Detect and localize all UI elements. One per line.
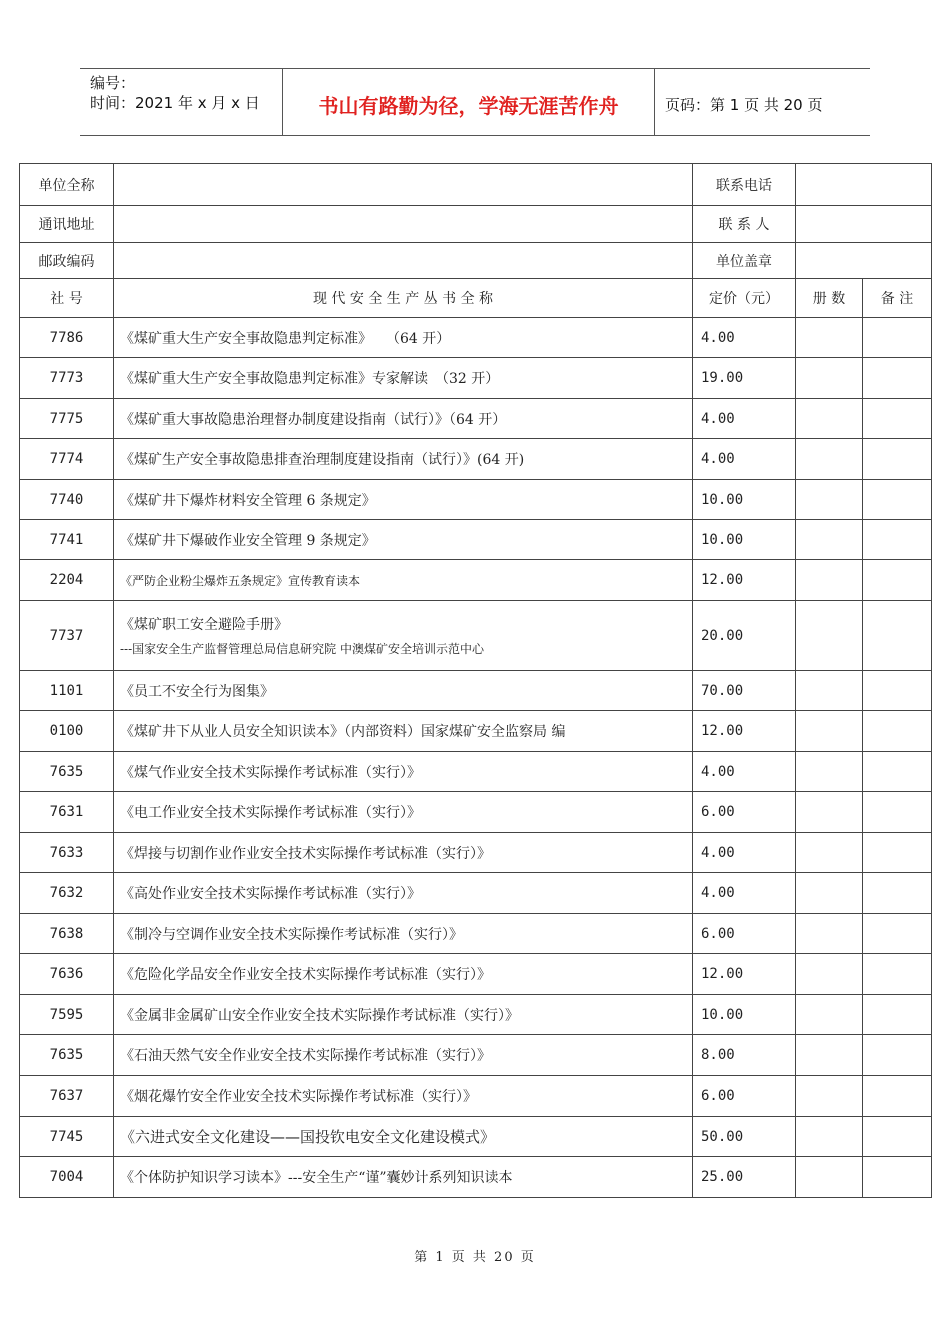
book-price: 4.00 bbox=[693, 873, 796, 914]
book-title-cell bbox=[114, 1035, 693, 1076]
remarks-field[interactable] bbox=[863, 711, 932, 752]
book-title-cell bbox=[114, 480, 693, 520]
book-price: 4.00 bbox=[693, 833, 796, 873]
book-title: 《烟花爆竹安全作业安全技术实际操作考试标准（实行）》 bbox=[120, 1089, 477, 1105]
contact-label: 联 系 人 bbox=[693, 206, 796, 243]
book-title-cell bbox=[114, 752, 693, 792]
phone-field[interactable] bbox=[796, 164, 932, 206]
book-title-cell bbox=[114, 399, 693, 439]
book-number: 0100 bbox=[20, 711, 114, 752]
book-title-cell bbox=[114, 671, 693, 711]
table-row bbox=[20, 318, 932, 358]
table-row bbox=[20, 1076, 932, 1117]
book-price: 10.00 bbox=[693, 995, 796, 1035]
book-number: 7632 bbox=[20, 873, 114, 914]
remarks-field[interactable] bbox=[863, 954, 932, 995]
remarks-field[interactable] bbox=[863, 439, 932, 480]
remarks-field[interactable] bbox=[863, 1157, 932, 1198]
column-header-copies: 册 数 bbox=[796, 279, 863, 318]
book-number: 7774 bbox=[20, 439, 114, 480]
book-number: 7775 bbox=[20, 399, 114, 439]
postcode-field[interactable] bbox=[114, 243, 693, 279]
remarks-field[interactable] bbox=[863, 792, 932, 833]
table-row bbox=[20, 954, 932, 995]
table-row bbox=[20, 914, 932, 954]
address-label: 通讯地址 bbox=[20, 206, 114, 243]
remarks-field[interactable] bbox=[863, 914, 932, 954]
form-row-postcode bbox=[20, 243, 932, 279]
book-price: 20.00 bbox=[693, 601, 796, 671]
book-title: 《员工不安全行为图集》 bbox=[120, 683, 274, 700]
header-meta bbox=[80, 69, 282, 135]
book-title: 《严防企业粉尘爆炸五条规定》宣传教育读本 bbox=[120, 573, 361, 588]
postcode-label: 邮政编码 bbox=[20, 243, 114, 279]
book-title: 《金属非金属矿山安全作业安全技术实际操作考试标准（实行）》 bbox=[120, 1007, 519, 1024]
book-title: 《煤矿重大事故隐患治理督办制度建设指南（试行）》（64 开） bbox=[120, 411, 507, 428]
table-row bbox=[20, 358, 932, 399]
remarks-field[interactable] bbox=[863, 752, 932, 792]
book-title: 《石油天然气安全作业安全技术实际操作考试标准（实行）》 bbox=[120, 1048, 491, 1064]
column-header-price: 定价（元） bbox=[693, 279, 796, 318]
book-title-cell bbox=[114, 833, 693, 873]
book-title-cell bbox=[114, 914, 693, 954]
book-number: 7638 bbox=[20, 914, 114, 954]
copies-field[interactable] bbox=[796, 1035, 863, 1076]
book-title: 《煤矿井下从业人员安全知识读本》（内部资料）国家煤矿安全监察局 编 bbox=[120, 724, 566, 740]
table-row bbox=[20, 439, 932, 480]
table-row bbox=[20, 399, 932, 439]
contact-field[interactable] bbox=[796, 206, 932, 243]
book-title: 《煤矿生产安全事故隐患排查治理制度建设指南（试行）》(64 开) bbox=[120, 452, 525, 468]
copies-field[interactable] bbox=[796, 995, 863, 1035]
remarks-field[interactable] bbox=[863, 671, 932, 711]
remarks-field[interactable] bbox=[863, 601, 932, 671]
unit-name-label: 单位全称 bbox=[20, 164, 114, 206]
copies-field[interactable] bbox=[796, 399, 863, 439]
copies-field[interactable] bbox=[796, 520, 863, 560]
table-row bbox=[20, 480, 932, 520]
book-number: 7786 bbox=[20, 318, 114, 358]
page-header bbox=[80, 68, 870, 136]
book-price: 6.00 bbox=[693, 792, 796, 833]
book-number: 7636 bbox=[20, 954, 114, 995]
table-row bbox=[20, 601, 932, 671]
table-row bbox=[20, 752, 932, 792]
book-price: 70.00 bbox=[693, 671, 796, 711]
table-row bbox=[20, 560, 932, 601]
book-number: 7004 bbox=[20, 1157, 114, 1198]
remarks-field[interactable] bbox=[863, 318, 932, 358]
seal-field[interactable] bbox=[796, 243, 932, 279]
book-title-cell bbox=[114, 1076, 693, 1117]
table-row bbox=[20, 671, 932, 711]
book-price: 12.00 bbox=[693, 560, 796, 601]
form-row-address bbox=[20, 206, 932, 243]
table-row bbox=[20, 1035, 932, 1076]
book-title-cell bbox=[114, 995, 693, 1035]
book-title-cell bbox=[114, 601, 693, 671]
remarks-field[interactable] bbox=[863, 833, 932, 873]
order-form-table bbox=[19, 163, 932, 1198]
copies-field[interactable] bbox=[796, 480, 863, 520]
book-title-cell bbox=[114, 954, 693, 995]
table-row bbox=[20, 833, 932, 873]
book-title: 《焊接与切割作业作业安全技术实际操作考试标准（实行）》 bbox=[120, 845, 491, 862]
book-price: 4.00 bbox=[693, 399, 796, 439]
copies-field[interactable] bbox=[796, 439, 863, 480]
book-title: 《煤矿职工安全避险手册》 bbox=[120, 617, 288, 633]
book-title: 《电工作业安全技术实际操作考试标准（实行）》 bbox=[120, 805, 421, 821]
book-number: 7635 bbox=[20, 1035, 114, 1076]
book-number: 7737 bbox=[20, 601, 114, 671]
book-title: 《个体防护知识学习读本》---安全生产“谨”囊妙计系列知识读本 bbox=[120, 1170, 513, 1186]
remarks-field[interactable] bbox=[863, 480, 932, 520]
unit-name-field[interactable] bbox=[114, 164, 693, 206]
book-title: 《高处作业安全技术实际操作考试标准（实行）》 bbox=[120, 886, 421, 902]
book-number: 7637 bbox=[20, 1076, 114, 1117]
book-title-cell bbox=[114, 439, 693, 480]
book-number: 2204 bbox=[20, 560, 114, 601]
book-title: 《制冷与空调作业安全技术实际操作考试标准（实行）》 bbox=[120, 926, 463, 943]
table-row bbox=[20, 1117, 932, 1157]
book-number: 7745 bbox=[20, 1117, 114, 1157]
book-title-cell bbox=[114, 711, 693, 752]
table-row bbox=[20, 520, 932, 560]
book-title: 《煤矿重大生产安全事故隐患判定标准》 （64 开） bbox=[120, 330, 451, 347]
book-title-cell bbox=[114, 560, 693, 601]
seal-label: 单位盖章 bbox=[693, 243, 796, 279]
book-number: 7773 bbox=[20, 358, 114, 399]
phone-label: 联系电话 bbox=[693, 164, 796, 206]
book-title-cell bbox=[114, 1157, 693, 1198]
header-motto: 书山有路勤为径，学海无涯苦作舟 bbox=[282, 69, 655, 135]
book-title-cell bbox=[114, 318, 693, 358]
book-price: 10.00 bbox=[693, 480, 796, 520]
header-page-label: 页码：第 1 页 共 20 页 bbox=[665, 95, 823, 114]
remarks-field[interactable] bbox=[863, 1076, 932, 1117]
copies-field[interactable] bbox=[796, 914, 863, 954]
book-title-cell bbox=[114, 358, 693, 399]
book-number: 7740 bbox=[20, 480, 114, 520]
book-price: 19.00 bbox=[693, 358, 796, 399]
remarks-field[interactable] bbox=[863, 1035, 932, 1076]
book-number: 7595 bbox=[20, 995, 114, 1035]
copies-field[interactable] bbox=[796, 833, 863, 873]
date-label: 时间：2021 年 x 月 x 日 bbox=[90, 94, 260, 112]
table-row bbox=[20, 792, 932, 833]
serial-label: 编号： bbox=[90, 74, 136, 92]
remarks-field[interactable] bbox=[863, 873, 932, 914]
copies-field[interactable] bbox=[796, 792, 863, 833]
book-title: 《煤矿井下爆炸材料安全管理 6 条规定》 bbox=[120, 492, 376, 509]
column-header-title: 现 代 安 全 生 产 丛 书 全 称 bbox=[114, 279, 693, 318]
page-footer: 第 1 页 共 20 页 bbox=[414, 1250, 536, 1265]
book-price: 4.00 bbox=[693, 439, 796, 480]
copies-field[interactable] bbox=[796, 560, 863, 601]
remarks-field[interactable] bbox=[863, 1117, 932, 1157]
column-header-row bbox=[20, 279, 932, 318]
copies-field[interactable] bbox=[796, 1157, 863, 1198]
book-number: 7635 bbox=[20, 752, 114, 792]
book-subtitle: ---国家安全生产监督管理总局信息研究院 中澳煤矿安全培训示范中心 bbox=[120, 642, 484, 656]
book-price: 12.00 bbox=[693, 711, 796, 752]
column-header-remarks: 备 注 bbox=[863, 279, 932, 318]
book-title: 《煤矿重大生产安全事故隐患判定标准》专家解读 （32 开） bbox=[120, 371, 500, 387]
book-number: 7633 bbox=[20, 833, 114, 873]
book-price: 4.00 bbox=[693, 752, 796, 792]
table-row bbox=[20, 1157, 932, 1198]
book-price: 8.00 bbox=[693, 1035, 796, 1076]
remarks-field[interactable] bbox=[863, 399, 932, 439]
copies-field[interactable] bbox=[796, 671, 863, 711]
book-price: 4.00 bbox=[693, 318, 796, 358]
book-price: 12.00 bbox=[693, 954, 796, 995]
book-price: 6.00 bbox=[693, 1076, 796, 1117]
book-title-cell bbox=[114, 873, 693, 914]
remarks-field[interactable] bbox=[863, 520, 932, 560]
copies-field[interactable] bbox=[796, 752, 863, 792]
copies-field[interactable] bbox=[796, 318, 863, 358]
table-row bbox=[20, 873, 932, 914]
column-header-no: 社 号 bbox=[20, 279, 114, 318]
copies-field[interactable] bbox=[796, 1076, 863, 1117]
book-number: 7631 bbox=[20, 792, 114, 833]
book-title: 《煤气作业安全技术实际操作考试标准（实行）》 bbox=[120, 764, 421, 781]
book-title-cell bbox=[114, 1117, 693, 1157]
copies-field[interactable] bbox=[796, 358, 863, 399]
book-title: 《煤矿井下爆破作业安全管理 9 条规定》 bbox=[120, 532, 376, 549]
copies-field[interactable] bbox=[796, 1117, 863, 1157]
copies-field[interactable] bbox=[796, 873, 863, 914]
copies-field[interactable] bbox=[796, 601, 863, 671]
form-row-unit-name bbox=[20, 164, 932, 206]
book-price: 50.00 bbox=[693, 1117, 796, 1157]
copies-field[interactable] bbox=[796, 954, 863, 995]
book-number: 7741 bbox=[20, 520, 114, 560]
address-field[interactable] bbox=[114, 206, 693, 243]
copies-field[interactable] bbox=[796, 711, 863, 752]
remarks-field[interactable] bbox=[863, 995, 932, 1035]
book-price: 25.00 bbox=[693, 1157, 796, 1198]
remarks-field[interactable] bbox=[863, 358, 932, 399]
book-title-cell bbox=[114, 792, 693, 833]
remarks-field[interactable] bbox=[863, 560, 932, 601]
book-number: 1101 bbox=[20, 671, 114, 711]
book-price: 10.00 bbox=[693, 520, 796, 560]
table-row bbox=[20, 711, 932, 752]
table-row bbox=[20, 995, 932, 1035]
book-price: 6.00 bbox=[693, 914, 796, 954]
book-title: 《危险化学品安全作业安全技术实际操作考试标准（实行）》 bbox=[120, 967, 491, 983]
book-title: 《六进式安全文化建设——国投钦电安全文化建设模式》 bbox=[120, 1128, 496, 1146]
book-title-cell bbox=[114, 520, 693, 560]
